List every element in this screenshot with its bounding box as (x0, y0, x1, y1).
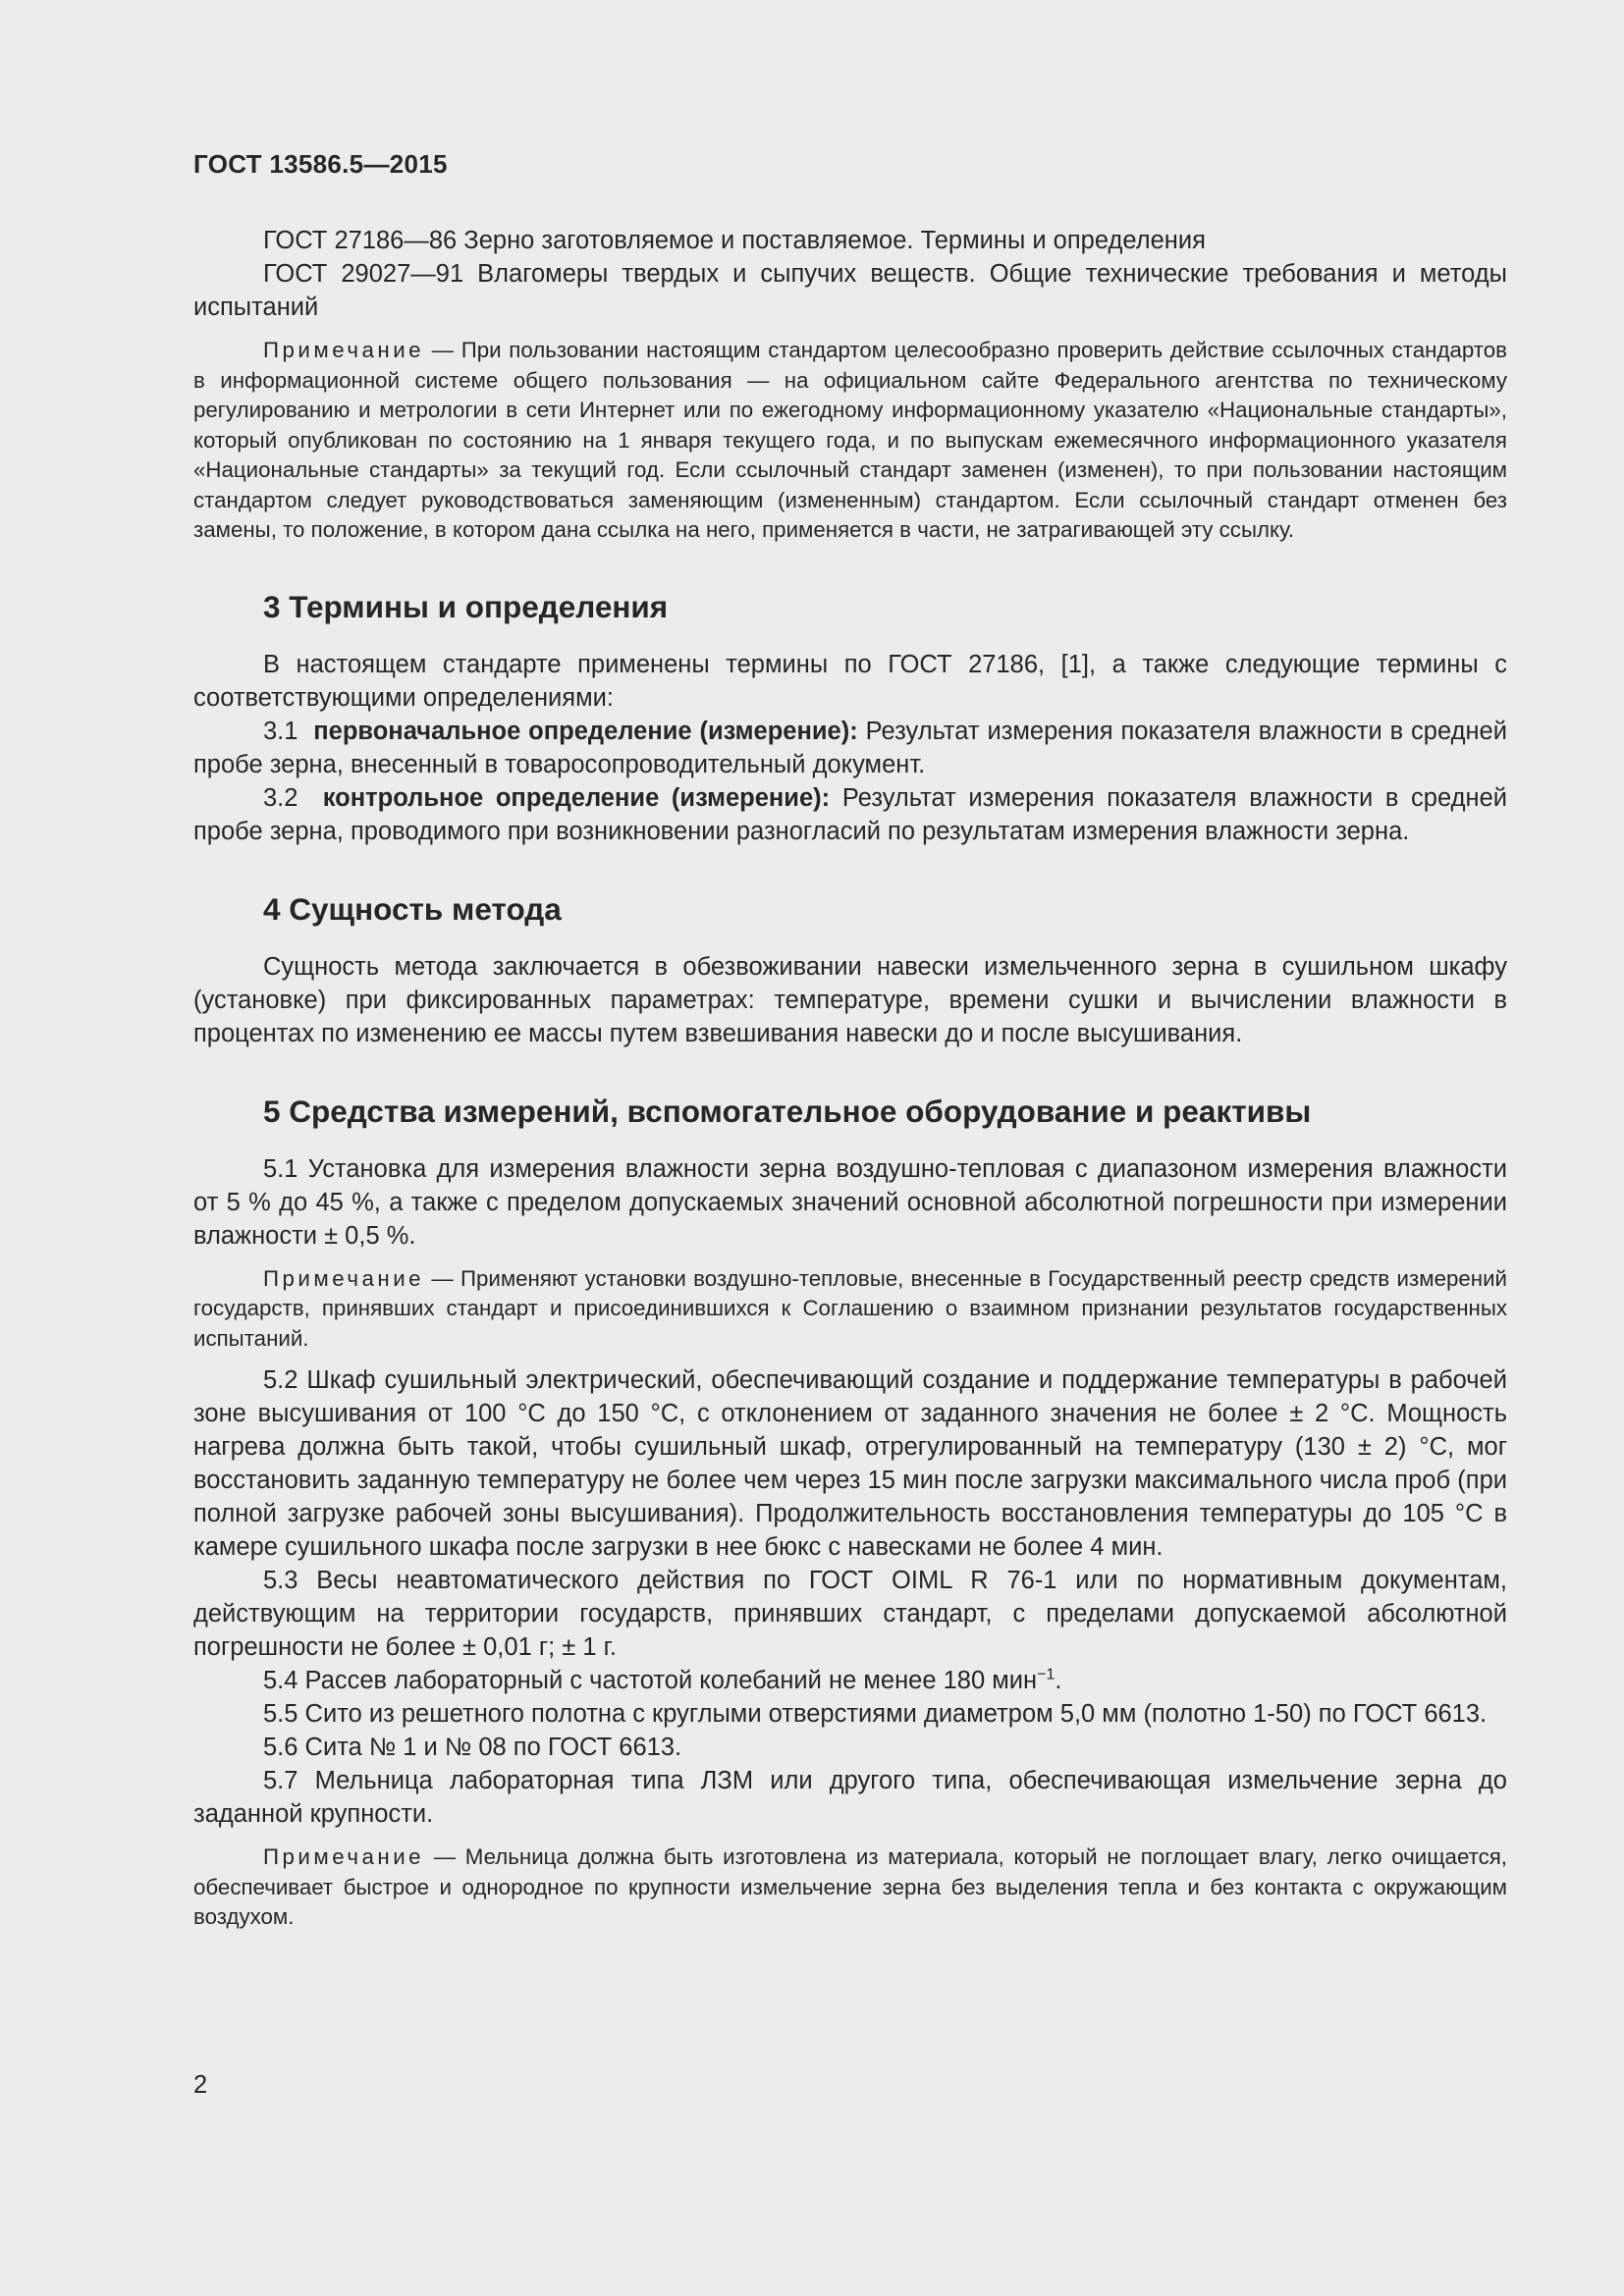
clause-5-3: 5.3 Весы неавтоматического действия по ГОСТ OIML R 76-1 или по нормативным документам, действующим на территории государств, принявших стандарт, с пределами допускаемой абсолютной погрешности не более ± 0,01 г; ± 1 г. (193, 1567, 1507, 1661)
superscript: −1 (1037, 1666, 1056, 1683)
section-4-text: Сущность метода заключается в обезвоживании навески измельченного зерна в сушильном шкафу (установке) при фиксированных параметрах: температуре, времени сушки и вычислении влажности в процентах по изменению ее массы путем взвешивания навески до и после высушивания. (193, 952, 1507, 1047)
term-definition: Результат измерения показателя влажности в средней пробе зерна, внесенный в товаросопроводительный документ. (193, 717, 1507, 778)
page-number: 2 (193, 2071, 208, 2099)
clause-5-2: 5.2 Шкаф сушильный электрический, обеспечивающий создание и поддержание температуры в рабочей зоне высушивания от 100 °С до 150 °С, с отклонением от заданного значения не более ± 2 °С. Мощность нагрева должна быть такой, чтобы сушильный шкаф, отрегулированный на температуру (130 ± 2) °С, мог восстановить заданную температуру не более чем через 15 мин после загрузки максимального числа проб (при полной загрузке рабочей зоны высушивания). Продолжительность восстановления температуры до 105 °С в камере сушильного шкафа после загрузки в нее бюкс с навесками не более 4 мин. (193, 1366, 1507, 1561)
term-definition: Результат измерения показателя влажности в средней пробе зерна, проводимого при возникновении разногласий по результатам измерения влажности зерна. (193, 783, 1507, 845)
clause-5-7: 5.7 Мельница лабораторная типа ЛЗМ или другого типа, обеспечивающая измельчение зерна до заданной крупности. (193, 1767, 1507, 1828)
section-3-intro: В настоящем стандарте применены термины по ГОСТ 27186, [1], а также следующие термины с соответствующими определениями: (193, 650, 1507, 712)
note-label: Примечание (263, 338, 425, 362)
note-label: Примечание (263, 1265, 425, 1291)
note-label: Примечание (263, 1844, 425, 1869)
section-5-heading: 5 Средства измерений, вспомогательное оборудование и реактивы (263, 1093, 1312, 1129)
document-header: ГОСТ 13586.5—2015 (193, 149, 448, 179)
term-3-1 (193, 715, 1507, 781)
clause-5-1: 5.1 Установка для измерения влажности зерна воздушно-тепловая с диапазоном измерения влажности от 5 % до 45 %, а также с пределом допускаемых значений основной абсолютной погрешности при измерении влажности ± 0,5 %. (193, 1154, 1507, 1250)
clause-number: 3.2 (263, 783, 298, 812)
term-name: первоначальное определение (измерение): (313, 717, 858, 745)
section-4-heading: 4 Сущность метода (263, 890, 562, 927)
term-name: контрольное определение (измерение): (322, 783, 831, 812)
clause-5-4: 5.4 Рассев лабораторный с частотой колебаний не менее 180 мин$^{-1}$. (263, 1666, 1062, 1694)
note-text: — Применяют установки воздушно-тепловые, внесенные в Государственный реестр средств измерений государств, принявших стандарт и присоединившихся к Соглашению о взаимном признании результатов государственных испытаний. (193, 1265, 1507, 1351)
note-text: — При пользовании настоящим стандартом целесообразно проверить действие ссылочных стандартов в информационной системе общего пользования — на официальном сайте Федерального агентства по техническому регулированию и метрологии в сети Интернет или по ежегодному информационному указателю «Национальные стандарты», который опубликован по состоянию на 1 января текущего года, и по выпускам ежемесячного информационного указателя «Национальные стандарты» за текущий год. Если ссылочный стандарт заменен (изменен), то при пользовании настоящим стандартом следует руководствоваться заменяющим (измененным) стандартом. Если ссылочный стандарт отменен без замены, то положение, в котором дана ссылка на него, применяется в части, не затрагивающей эту ссылку. (193, 338, 1507, 542)
reference-item: ГОСТ 29027—91 Влагомеры твердых и сыпучих веществ. Общие технические требования и методы испытаний (193, 260, 1507, 321)
clause-5-6: 5.6 Сита № 1 и № 08 по ГОСТ 6613. (263, 1734, 682, 1761)
note-text: — Мельница должна быть изготовлена из материала, который не поглощает влагу, легко очищается, обеспечивает быстрое и однородное по крупности измельчение зерна без выделения тепла и без контакта с окружающим воздухом. (193, 1844, 1507, 1929)
reference-item: ГОСТ 27186—86 Зерно заготовляемое и поставляемое. Термины и определения (263, 227, 1206, 254)
note-5-1 (193, 1264, 1507, 1355)
note-5-7 (193, 1842, 1507, 1933)
clause-5-5: 5.5 Сито из решетного полотна с круглыми отверстиями диаметром 5,0 мм (полотно 1-50) по ГОСТ 6613. (263, 1700, 1488, 1728)
note-references (193, 336, 1507, 546)
document-body (193, 224, 1507, 1943)
clause-number: 3.1 (263, 717, 298, 745)
section-3-heading: 3 Термины и определения (263, 588, 669, 624)
term-3-2 (193, 781, 1507, 848)
